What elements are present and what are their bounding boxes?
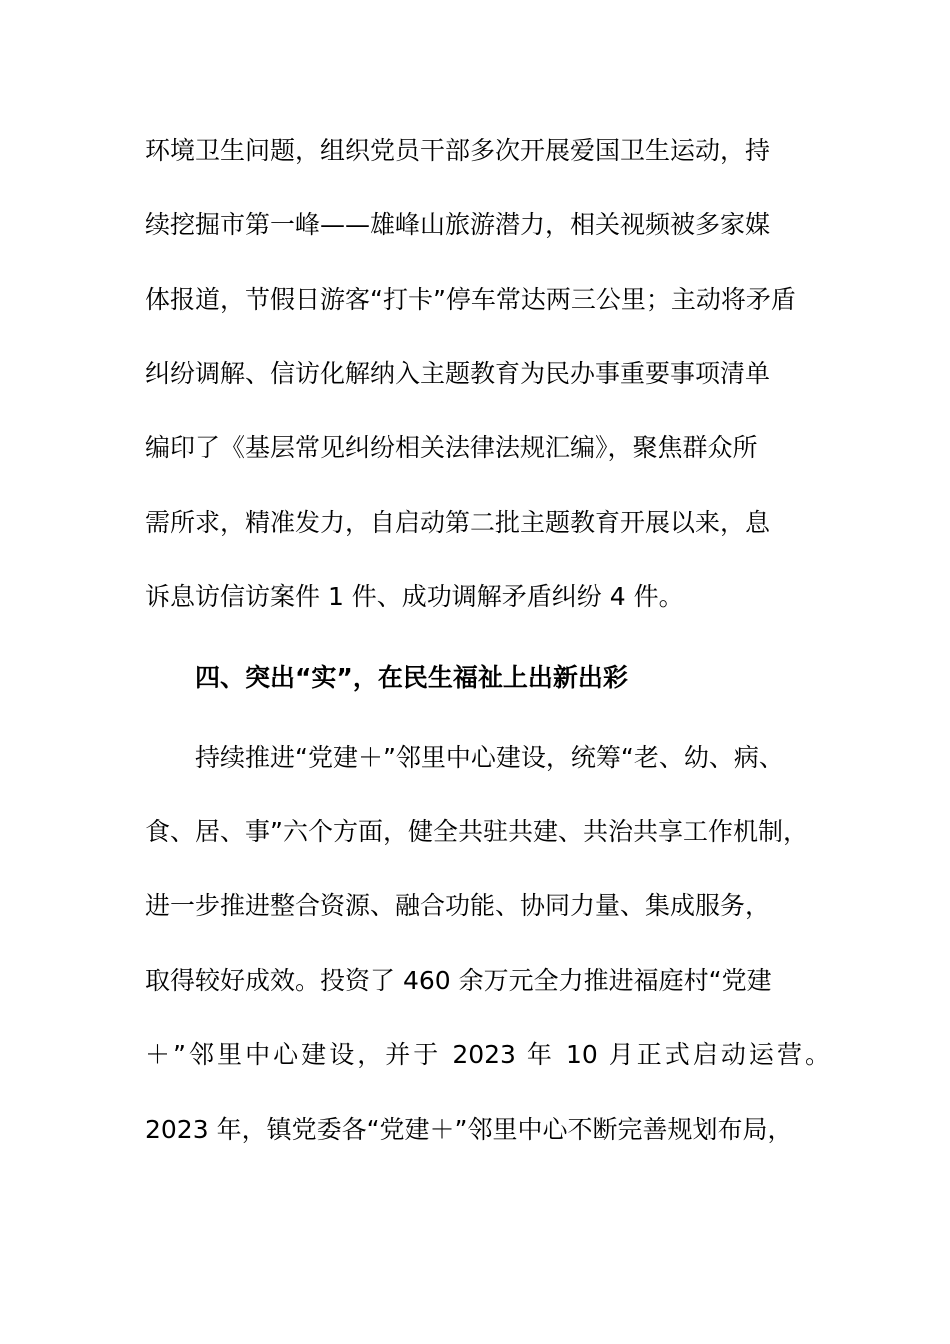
paragraph-line: 纠纷调解、信访化解纳入主题教育为民办事重要事项清单 (145, 359, 771, 388)
paragraph-line: 环境卫生问题，组织党员干部多次开展爱国卫生运动，持 (145, 136, 771, 165)
paragraph-line: 取得较好成效。投资了 460 余万元全力推进福庭村“党建 (145, 966, 772, 995)
paragraph-line: 持续推进“党建＋”邻里中心建设，统筹“老、幼、病、 (195, 743, 784, 772)
paragraph-line: 进一步推进整合资源、融合功能、协同力量、集成服务， (145, 891, 771, 920)
paragraph-line: ＋”邻里中心建设，并于 2023 年 10 月正式启动运营。 (145, 1040, 830, 1069)
paragraph-line: 诉息访信访案件 1 件、成功调解矛盾纠纷 4 件。 (145, 582, 684, 611)
section-heading: 四、突出“实”，在民生福祉上出新出彩 (195, 663, 628, 692)
paragraph-line: 编印了《基层常见纠纷相关法律法规汇编》，聚焦群众所 (145, 433, 758, 462)
paragraph-line: 食、居、事”六个方面，健全共驻共建、共治共享工作机制， (145, 817, 808, 846)
paragraph-line: 体报道，节假日游客“打卡”停车常达两三公里；主动将矛盾 (145, 285, 796, 314)
paragraph-line: 2023 年，镇党委各“党建＋”邻里中心不断完善规划布局， (145, 1115, 793, 1144)
paragraph-line: 需所求，精准发力，自启动第二批主题教育开展以来，息 (145, 508, 771, 537)
paragraph-line: 续挖掘市第一峰——雄峰山旅游潜力，相关视频被多家媒 (145, 210, 771, 239)
